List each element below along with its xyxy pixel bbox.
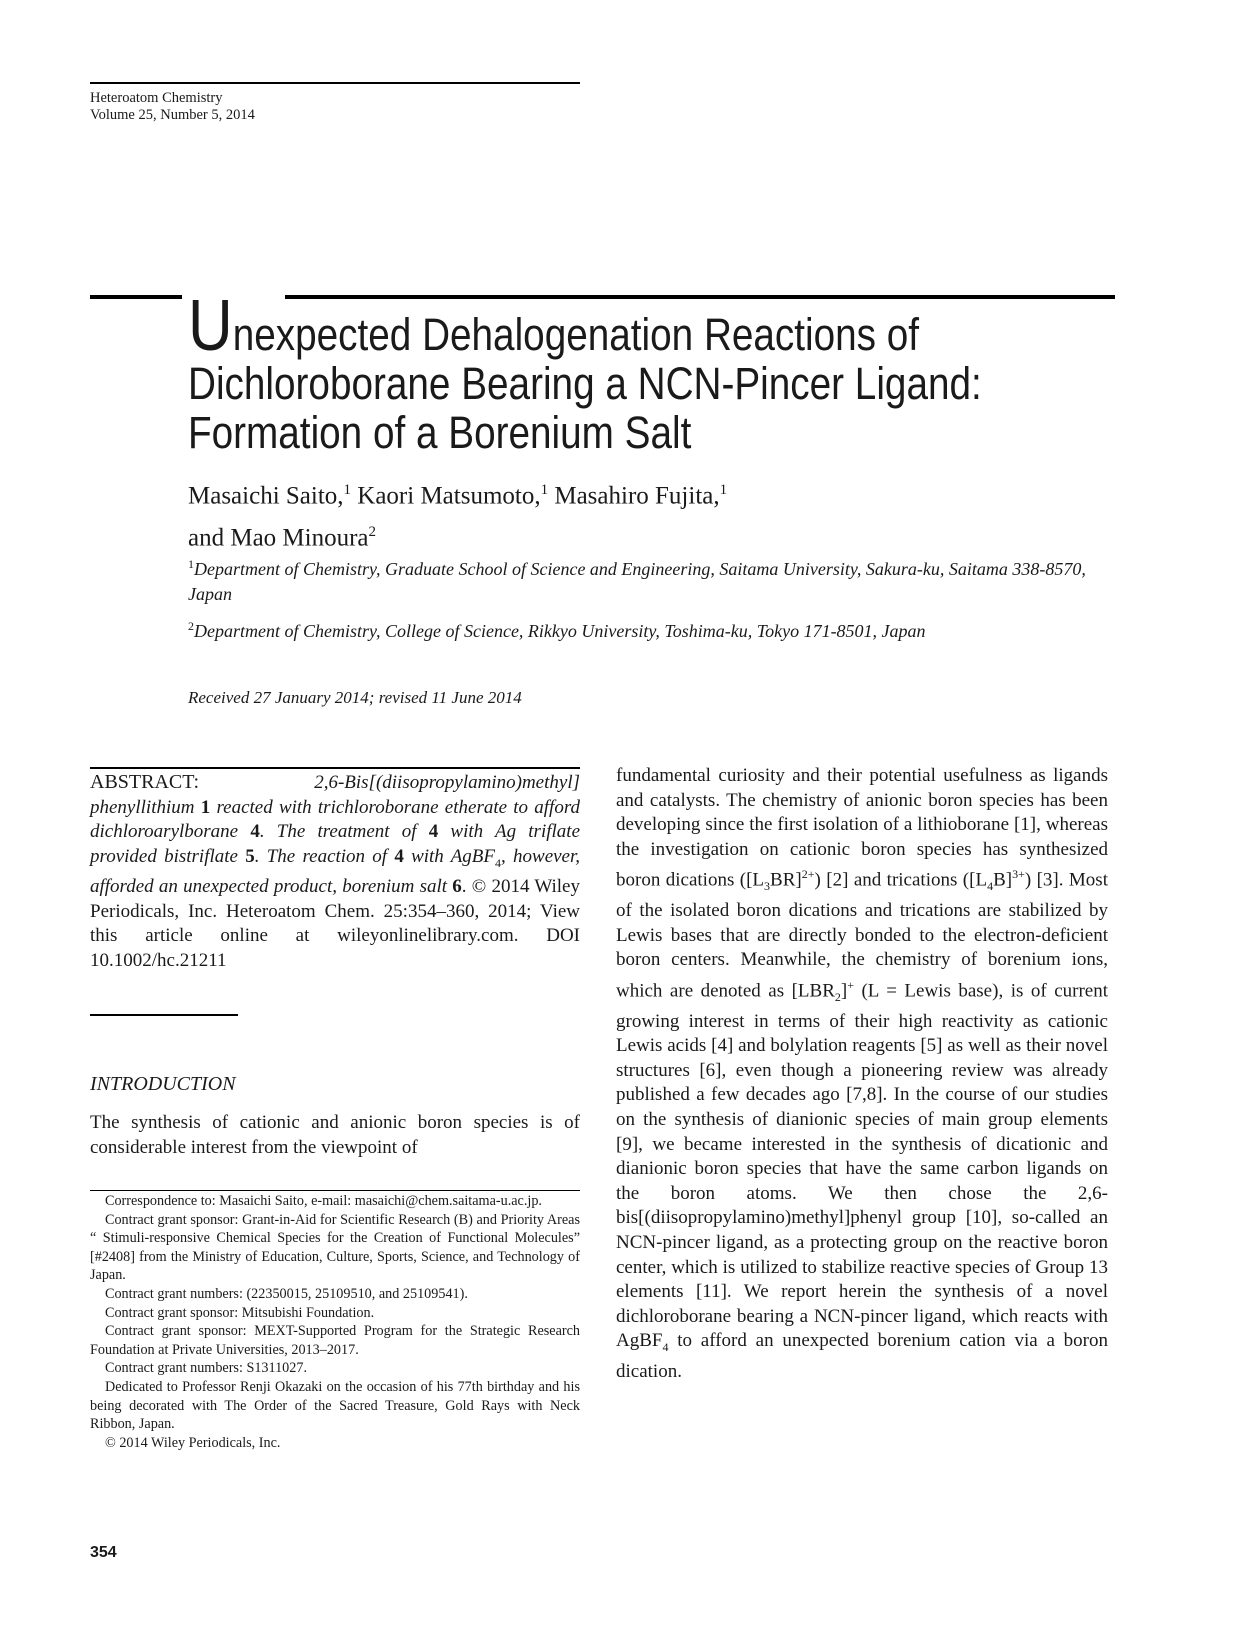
abstract-text: reacted with trichloroborane etherate to afford dichloroarylborane xyxy=(90,796,581,843)
abstract-text: . The treatment of xyxy=(259,821,417,843)
page-number: 354 xyxy=(90,1544,117,1561)
author-affil-mark: 1 xyxy=(719,482,728,498)
subscript: 3 xyxy=(764,879,771,894)
intro-paragraph-right xyxy=(616,764,1108,1384)
abstract-text: , however, afforded an unexpected product, borenium salt xyxy=(90,845,581,898)
superscript: + xyxy=(847,977,854,992)
author-name: Masahiro Fujita, xyxy=(554,482,720,510)
title-text: nexpected Dehalogenation Reactions of Dichloroborane Bearing a NCN-Pincer Ligand: Formation of a Borenium Salt xyxy=(188,309,982,458)
abstract-text: with Ag triflate provided bistriflate xyxy=(90,821,580,867)
superscript: 3+ xyxy=(1012,867,1025,882)
affiliation-text: Department of Chemistry, College of Science, Rikkyo University, Toshima-ku, Tokyo 171-8501, Japan xyxy=(194,621,926,641)
affiliation-2 xyxy=(188,614,1088,644)
abstract-text: 2,6-Bis[(diisopropylamino)methyl] phenyllithium xyxy=(90,772,580,818)
abstract-text: . The reaction of xyxy=(254,845,388,867)
compound-number: 4 xyxy=(428,821,439,843)
author-name: and Mao Minoura xyxy=(188,524,369,552)
affiliation-mark: 2 xyxy=(188,619,194,633)
body-text: B] xyxy=(993,869,1013,891)
body-text: fundamental curiosity and their potential usefulness as ligands and catalysts. The chemistry of anionic boron species has been developing since the first isolation of a lithioborane [1], whereas the investigation on cationic boron species has synthesized boron dications ([L xyxy=(616,765,1108,891)
author-affil-mark: 2 xyxy=(368,524,377,541)
footnote: Contract grant sponsor: Mitsubishi Foundation. xyxy=(105,1304,375,1321)
footnote: Dedicated to Professor Renji Okazaki on the occasion of his 77th birthday and his being decorated with The Order of the Sacred Treasure, Gold Rays with Neck Ribbon, Japan. xyxy=(90,1378,580,1433)
compound-number: 6 xyxy=(452,876,462,898)
abstract-top-rule xyxy=(90,767,580,769)
footnote-rule xyxy=(90,1190,580,1191)
abstract-label: ABSTRACT: xyxy=(90,771,200,793)
abstract-text: with AgBF xyxy=(411,845,496,867)
author-affil-mark: 1 xyxy=(343,482,352,498)
journal-name: Heteroatom Chemistry xyxy=(90,90,223,106)
footnote: Contract grant sponsor: MEXT-Supported Program for the Strategic Research Foundation at Private Universities, 2013–2017. xyxy=(90,1323,580,1358)
compound-number: 4 xyxy=(250,821,260,843)
journal-header xyxy=(90,90,255,124)
journal-header-rule xyxy=(90,82,580,84)
affiliation-text: Department of Chemistry, Graduate School of Science and Engineering, Saitama University, Sakura-ku, Saitama 338-8570, Japan xyxy=(188,559,1086,604)
body-text: (L = Lewis base), is of current growing interest in terms of their high reactivity as cationic Lewis acids [4] and bolylation reagents [5] as well as their novel structures [6], even though a pioneering review was already published a few decades ago [7,8]. In the course of our studies on the synthesis of dianionic species of main group elements [9], we became interested in the synthesis of dicationic and dianionic boron species that have the same carbon ligands on the boron atoms. We then chose the 2,6-bis[(diisopropylamino)methyl]phenyl group [10], so-called an NCN-pincer ligand, as a protecting group on the reactive boron center, which is utilized to stabilize reactive species of Group 13 elements [11]. We report herein the synthesis of a novel dichloroborane bearing a NCN-pincer ligand, which reacts with AgBF xyxy=(616,980,1108,1352)
affiliation-mark: 1 xyxy=(188,557,194,571)
body-text: BR] xyxy=(770,869,802,891)
footnote: Contract grant sponsor: Grant-in-Aid for Scientific Research (B) and Priority Areas “ Stimuli-responsive Chemical Species for the Creation of Functional Molecules” [#2408] from the Ministry of Education, Culture, Sports, Science, and Technology of Japan. xyxy=(90,1211,580,1284)
received-dates: Received 27 January 2014; revised 11 June 2014 xyxy=(188,688,522,707)
compound-number: 4 xyxy=(394,845,404,867)
footnote: Correspondence to: Masaichi Saito, e-mail: masaichi@chem.saitama-u.ac.jp. xyxy=(105,1193,542,1209)
affiliation-1 xyxy=(188,552,1088,607)
title-rule-right xyxy=(285,295,1115,299)
body-text: to afford an unexpected borenium cation via a boron dication. xyxy=(616,1330,1108,1382)
author-name: Masaichi Saito, xyxy=(188,482,344,510)
article-title xyxy=(188,286,988,458)
abstract xyxy=(90,770,580,974)
compound-number: 1 xyxy=(200,796,211,818)
compound-number: 5 xyxy=(245,845,255,867)
author-affil-mark: 1 xyxy=(540,482,549,498)
abstract-end-rule xyxy=(90,1014,238,1016)
footnote: Contract grant numbers: S1311027. xyxy=(105,1360,308,1377)
subscript: 4 xyxy=(495,855,502,870)
subscript: 4 xyxy=(662,1340,669,1355)
footnote: © 2014 Wiley Periodicals, Inc. xyxy=(105,1434,281,1451)
title-dropcap: U xyxy=(188,286,233,366)
subscript: 4 xyxy=(987,879,994,894)
section-heading: INTRODUCTION xyxy=(90,1073,236,1095)
body-text: ] xyxy=(840,980,848,1002)
body-text: ) [2] and trications ([L xyxy=(814,869,988,891)
title-rule-left xyxy=(90,295,182,299)
footnote: Contract grant numbers: (22350015, 25109510, and 25109541). xyxy=(105,1285,468,1302)
author-list xyxy=(188,472,727,557)
body-text: ) [3]. Most of the isolated boron dications and trications are stabilized by Lewis bases that are directly bonded to the electron-deficient boron centers. Meanwhile, the chemistry of borenium ions, which are denoted as [LBR xyxy=(616,869,1108,1002)
superscript: 2+ xyxy=(801,867,815,882)
subscript: 2 xyxy=(834,990,841,1004)
author-name: Kaori Matsumoto, xyxy=(357,482,541,510)
intro-paragraph-left: The synthesis of cationic and anionic boron species is of considerable interest from the viewpoint of xyxy=(90,1112,580,1158)
abstract-citation: . © 2014 Wiley Periodicals, Inc. Heteroatom Chem. 25:354–360, 2014; View this article online at wileyonlinelibrary.com. DOI 10.1002/hc.21211 xyxy=(90,876,580,971)
journal-volume: Volume 25, Number 5, 2014 xyxy=(90,107,255,123)
footnotes xyxy=(90,1192,580,1452)
